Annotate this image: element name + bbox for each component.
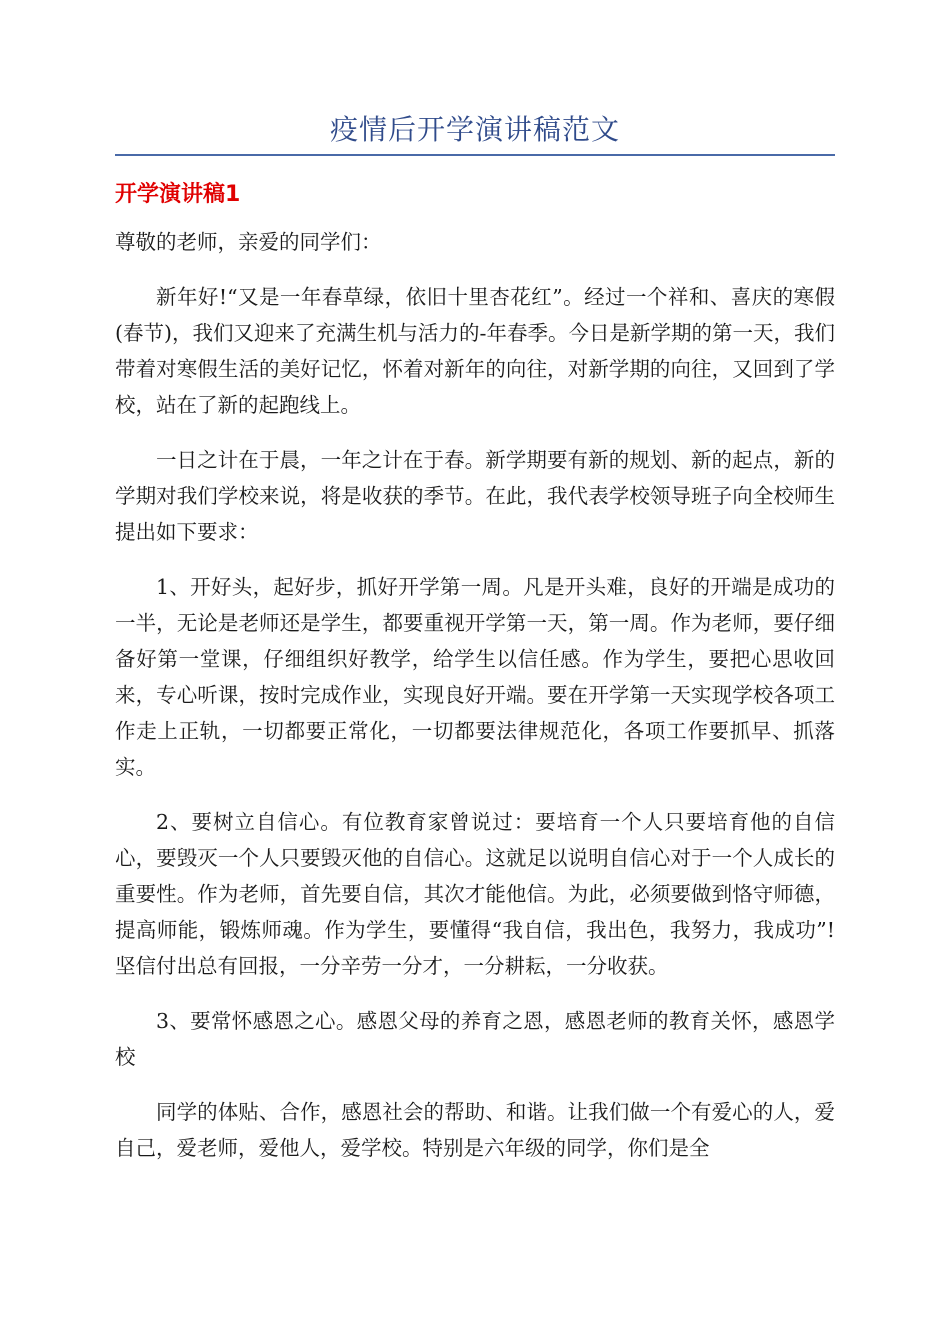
title-underline [115,154,835,156]
document-title: 疫情后开学演讲稿范文 [329,113,620,146]
paragraph-6: 同学的体贴、合作，感恩社会的帮助、和谐。让我们做一个有爱心的人，爱自己，爱老师，爱他人，爱学校。特别是六年级的同学，你们是全 [115,1100,835,1160]
paragraph-5: 3、要常怀感恩之心。感恩父母的养育之恩，感恩老师的教育关怀，感恩学校 [115,1009,835,1069]
paragraph-1: 新年好!“又是一年春草绿，依旧十里杏花红”。经过一个祥和、喜庆的寒假(春节)，我们又迎来了充满生机与活力的-年春季。今日是新学期的第一天，我们带着对寒假生活的美好记忆，怀着对新年的向往，对新学期的向往，又回到了学校，站在了新的起跑线上。 [115,285,835,417]
paragraph-3: 1、开好头，起好步，抓好开学第一周。凡是开头难，良好的开端是成功的一半，无论是老师还是学生，都要重视开学第一天，第一周。作为老师，要仔细备好第一堂课，仔细组织好教学，给学生以信任感。作为学生，要把心思收回来，专心听课，按时完成作业，实现良好开端。要在开学第一天实现学校各项工作走上正轨，一切都要正常化，一切都要法律规范化，各项工作要抓早、抓落实。 [115,575,835,779]
paragraph-4: 2、要树立自信心。有位教育家曾说过：要培育一个人只要培育他的自信心，要毁灭一个人只要毁灭他的自信心。这就足以说明自信心对于一个人成长的重要性。作为老师，首先要自信，其次才能他信。为此，必须要做到恪守师德，提高师能，锻炼师魂。作为学生，要懂得“我自信，我出色，我努力，我成功”!坚信付出总有回报，一分辛劳一分才，一分耕耘，一分收获。 [115,810,835,978]
paragraph-2: 一日之计在于晨，一年之计在于春。新学期要有新的规划、新的起点，新的学期对我们学校来说，将是收获的季节。在此，我代表学校领导班子向全校师生提出如下要求： [115,448,835,544]
section-heading: 开学演讲稿1 [115,182,241,207]
salutation: 尊敬的老师，亲爱的同学们： [115,230,382,254]
document-body [115,224,835,1185]
